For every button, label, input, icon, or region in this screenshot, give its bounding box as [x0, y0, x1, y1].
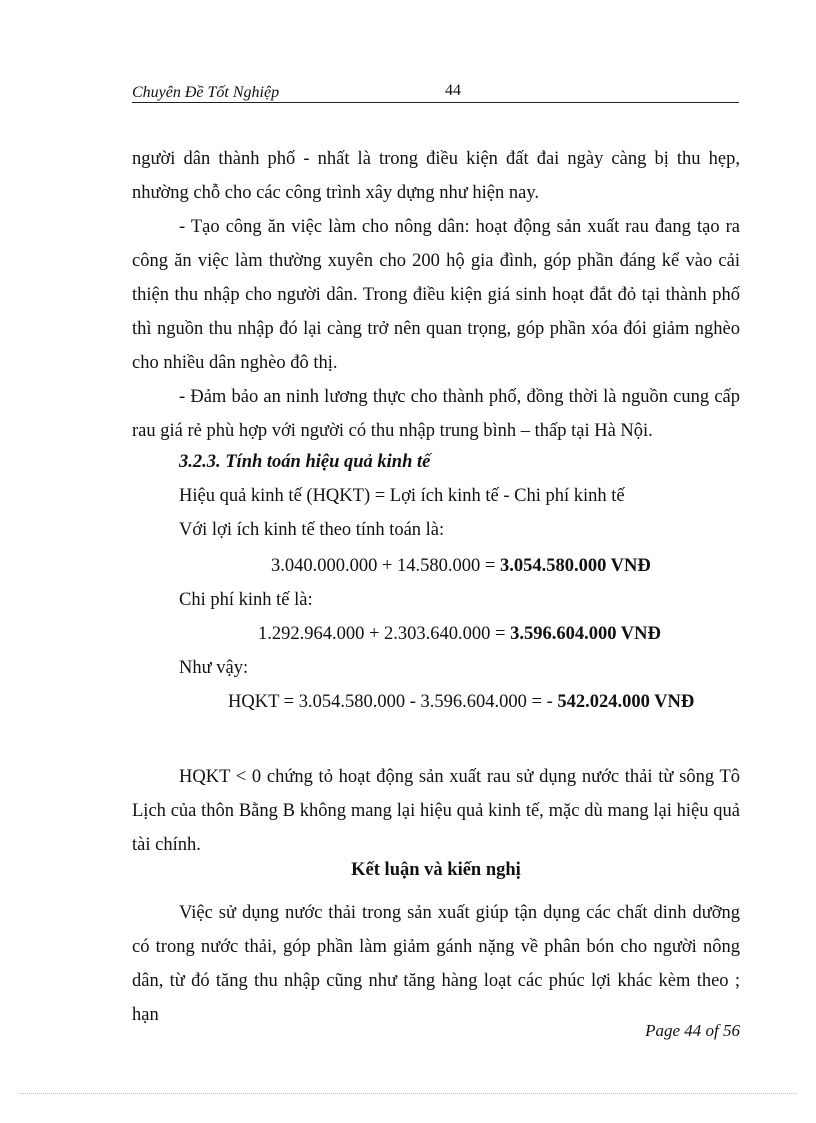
- conclusion-heading: Kết luận và kiến nghị: [351, 860, 521, 880]
- document-title: Chuyên Đề Tốt Nghiệp: [132, 84, 280, 101]
- hqkt-result: 542.024.000 VNĐ: [557, 692, 695, 712]
- page-bottom-divider: [20, 1093, 796, 1094]
- body-block-2: [132, 760, 740, 862]
- paragraph-hqkt-interpretation: HQKT < 0 chứng tỏ hoạt động sản xuất rau sử dụng nước thải từ sông Tô Lịch của thôn Bằng B không mang lại hiệu quả kinh tế, mặc dù mang lại hiệu quả tài chính.: [132, 767, 740, 855]
- hqkt-calc: HQKT = 3.054.580.000 - 3.596.604.000 = -: [228, 692, 558, 712]
- cost-equation: [258, 624, 661, 645]
- hqkt-equation: [228, 692, 694, 713]
- paragraph-employment: - Tạo công ăn việc làm cho nông dân: hoạt động sản xuất rau đang tạo ra công ăn việc làm thường xuyên cho 200 hộ gia đình, góp phần đáng kể vào cải thiện thu nhập cho người dân. Trong điều kiện giá sinh hoạt đắt đỏ tại thành phố thì nguồn thu nhập đó lại càng trở nên quan trọng, góp phần xóa đói giảm nghèo cho nhiều dân nghèo đô thị.: [132, 217, 740, 373]
- page-footer: Page 44 of 56: [645, 1021, 740, 1040]
- formula-definition: Hiệu quả kinh tế (HQKT) = Lợi ích kinh tế - Chi phí kinh tế: [179, 486, 625, 506]
- conclusion-intro: Như vậy:: [179, 658, 249, 678]
- page-header: [132, 82, 739, 103]
- paragraph-food-security: - Đảm bảo an ninh lương thực cho thành phố, đồng thời là nguồn cung cấp rau giá rẻ phù hợp với người có thu nhập trung bình – thấp tại Hà Nội.: [132, 387, 740, 441]
- body-block-3: [132, 896, 740, 1032]
- section-heading: 3.2.3. Tính toán hiệu quả kinh tế: [179, 452, 431, 472]
- cost-intro: Chi phí kinh tế là:: [179, 590, 313, 610]
- benefit-equation: [271, 556, 651, 577]
- paragraph-continuation: người dân thành phố - nhất là trong điều kiện đất đai ngày càng bị thu hẹp, nhường chỗ cho các công trình xây dựng như hiện nay.: [132, 149, 740, 203]
- benefit-result: 3.054.580.000 VNĐ: [500, 556, 651, 576]
- cost-calc: 1.292.964.000 + 2.303.640.000 =: [258, 624, 511, 644]
- benefit-calc: 3.040.000.000 + 14.580.000 =: [271, 556, 500, 576]
- header-page-number: 44: [445, 82, 461, 99]
- body-block-1: [132, 142, 740, 448]
- cost-result: 3.596.604.000 VNĐ: [510, 624, 661, 644]
- paragraph-conclusion: Việc sử dụng nước thải trong sản xuất giúp tận dụng các chất dinh dưỡng có trong nước thải, góp phần làm giảm gánh nặng về phân bón cho người nông dân, từ đó tăng thu nhập cũng như tăng hàng loạt các phúc lợi khác kèm theo ; hạn: [132, 903, 740, 1025]
- benefit-intro: Với lợi ích kinh tế theo tính toán là:: [179, 520, 445, 540]
